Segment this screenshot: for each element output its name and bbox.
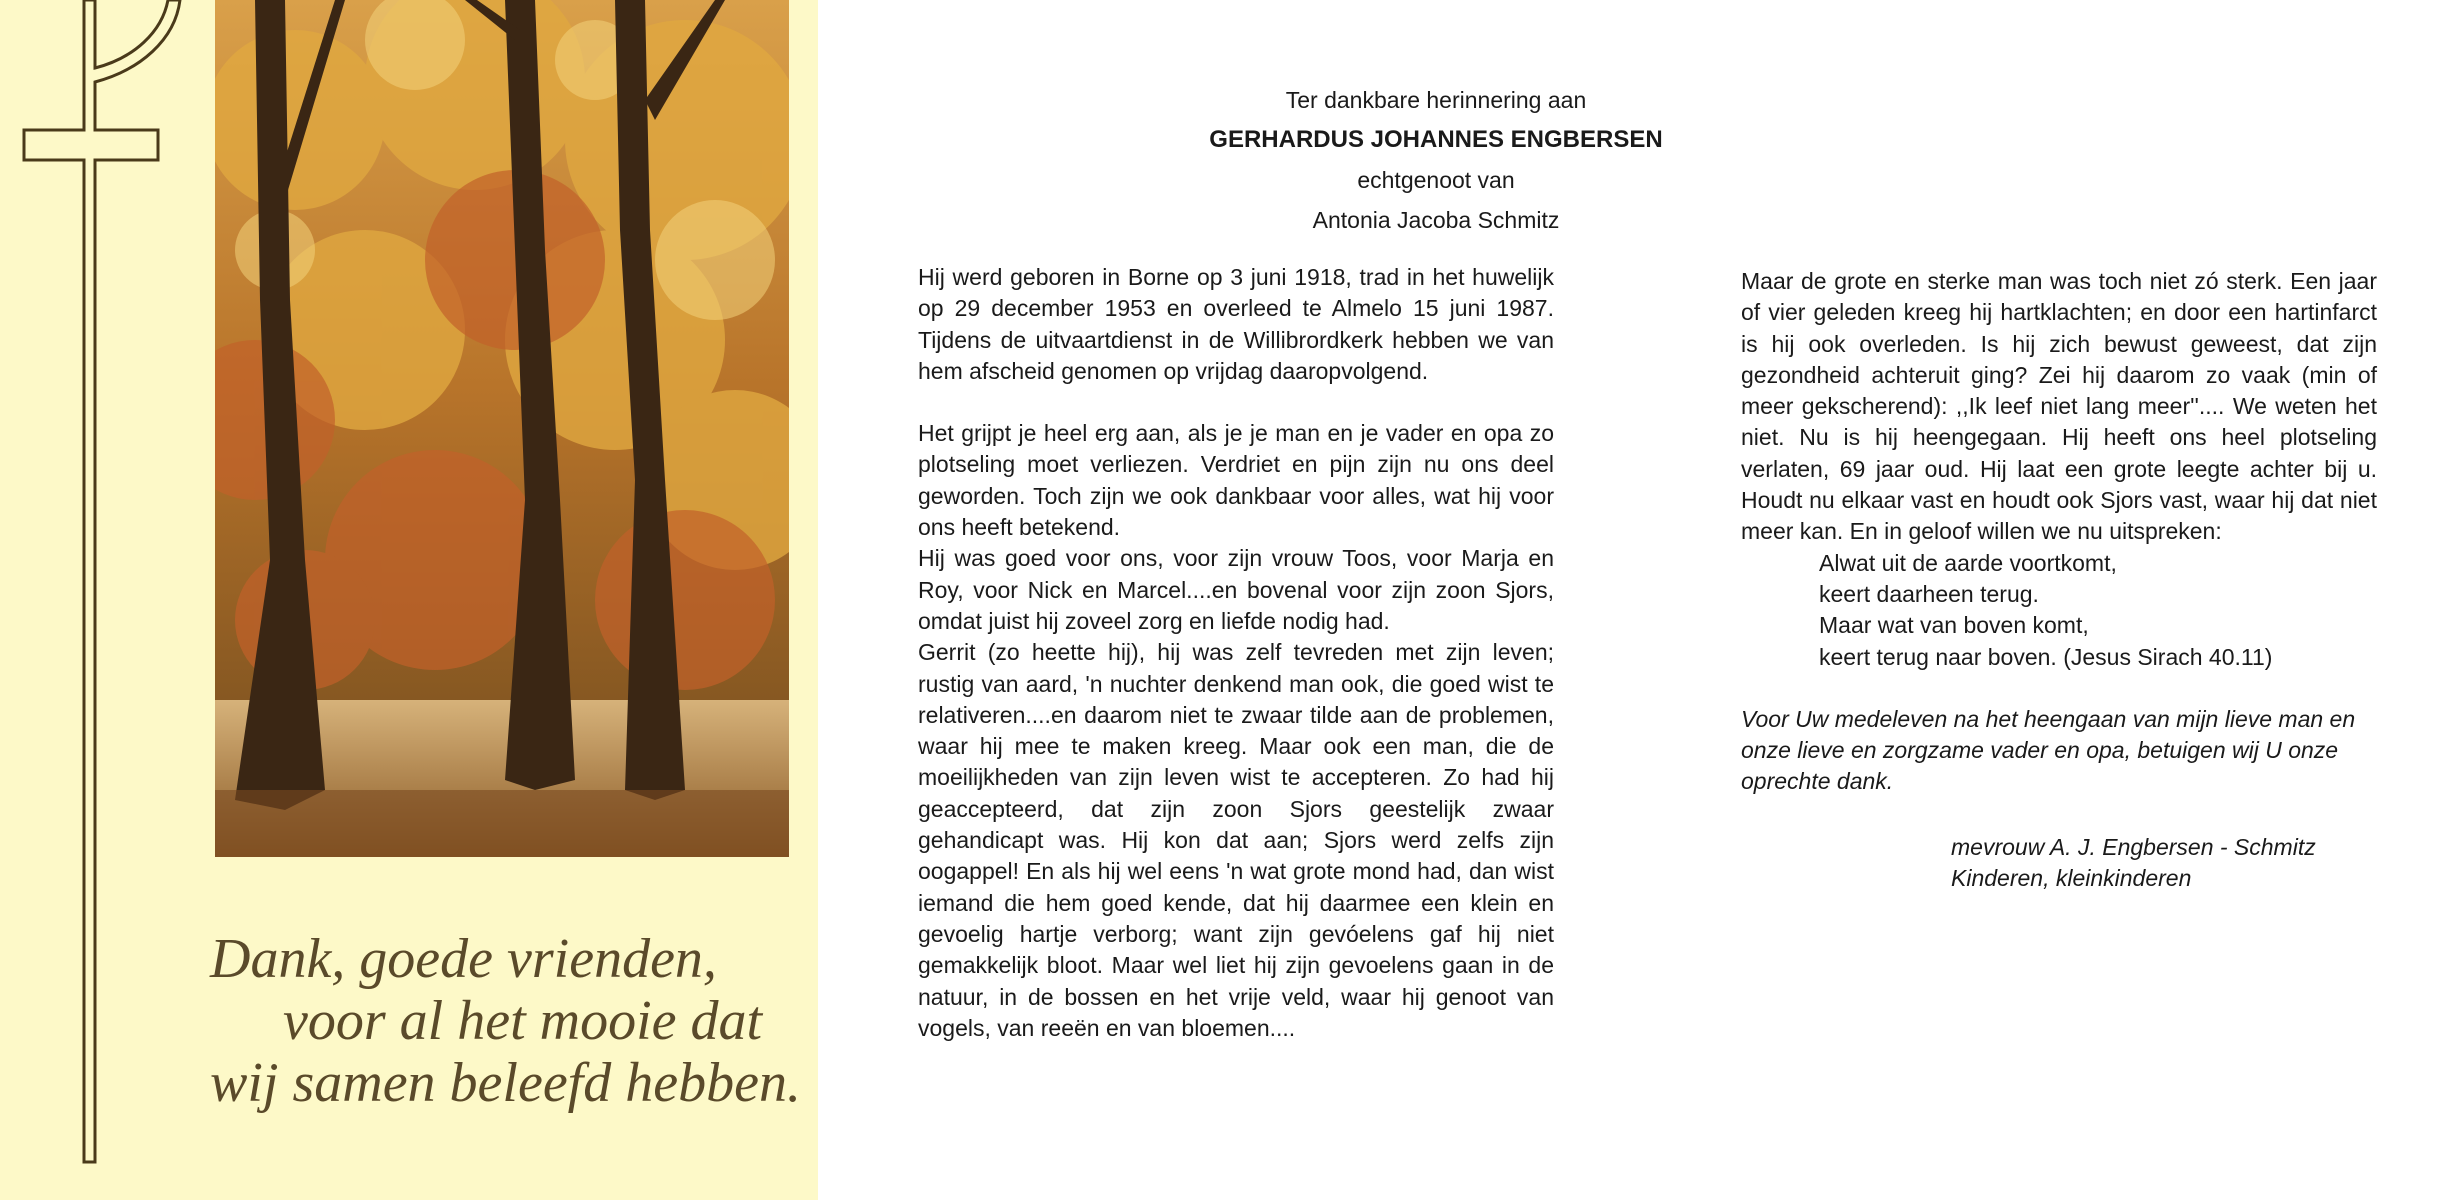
spouse-name: Antonia Jacoba Schmitz [1312,207,1560,233]
thanks-paragraph: Voor Uw medeleven na het heengaan van mijn lieve man en onze lieve en zorgzame vader en opa, betuigen wij U onze oprechte dank. [1741,705,2356,795]
deceased-name: GERHARDUS JOHANNES ENGBERSEN [1209,126,1663,153]
verse-line-2: voor al het mooie dat [283,990,763,1052]
text-column-left [918,262,1554,1044]
poem [1741,548,2377,673]
character-paragraph: Gerrit (zo heette hij), hij was zelf tevreden met zijn leven; rustig van aard, 'n nuchter denkend man ook, die goed wist te relativeren....en daarom niet te zwaar tilde aan de problemen, waar hij mee te maken kreeg. Maar ook een man, die de moeilijkheden van zijn leven wist te accepteren. Zo had hij geaccepteerd, dat zijn zoon Sjors geestelijk zwaar gehandicapt was. Hij kon dat aan; Sjors werd zelfs zijn oogappel! En als hij wel eens 'n wat grote mond had, dan wist iemand die hem goed kende, dat hij daarmee een klein en gevoelig hartje verborg; want zijn gevóelens gaf hij niet gemakkelijk bloot. Maar wel liet hij zijn gevoelens gaan in de natuur, in de bossen en het vrije veld, waar hij genoot van vogels, van reeën en van bloemen.... [918,639,1554,1041]
grief-paragraph: Het grijpt je heel erg aan, als je je man en je vader en opa zo plotseling moet verliezen. Verdriet en pijn zijn nu ons deel geworden. Toch zijn we ook dankbaar voor alles, wat hij voor ons heeft betekend. [918,420,1554,541]
cover-verse [210,928,810,1114]
poem-line-4: keert terug naar boven. (Jesus Sirach 40.11) [1819,643,2273,670]
verse-line-3: wij samen beleefd hebben. [210,1052,801,1114]
cross-icon [0,0,200,1180]
memorial-card-inner [818,0,2449,1200]
poem-line-2: keert daarheen terug. [1819,580,2039,607]
family-paragraph: Hij was goed voor ons, voor zijn vrouw Toos, voor Marja en Roy, voor Nick en Marcel....en bovenal voor zijn zoon Sjors, omdat juist hij zoveel zorg en liefde nodig had. [918,545,1554,634]
signature-line-1: mevrouw A. J. Engbersen - Schmitz [1951,833,2316,860]
illness-paragraph: Maar de grote en sterke man was toch niet zó sterk. Een jaar of vier geleden kreeg hij hartklachten; en door een hartinfarct is hij ook overleden. Is hij zich bewust geweest, dat zijn gezondheid achteruit ging? Zei hij daarom zo vaak (min of meer gekscherend): ,,Ik leef niet lang meer''.... We weten het niet. Nu is hij heengegaan. Hij heeft ons heel plotseling verlaten, 69 jaar oud. Hij laat een grote leegte achter bij u. Houdt nu elkaar vast en houdt ook Sjors vast, waar hij dat niet meer kan. En in geloof willen we nu uitspreken: [1741,268,2377,545]
signature-line-2: Kinderen, kleinkinderen [1951,865,2192,892]
signature [1741,832,2377,895]
autumn-forest-photo [215,0,789,857]
verse-line-1: Dank, goede vrienden, [210,928,717,990]
heading [818,80,2054,240]
biography-paragraph: Hij werd geboren in Borne op 3 juni 1918, trad in het huwelijk op 29 december 1953 en overleed te Almelo 15 juni 1987. Tijdens de uitvaartdienst in de Willibrordkerk hebben we van hem afscheid genomen op vrijdag daaropvolgend. [918,264,1554,384]
poem-line-3: Maar wat van boven komt, [1819,612,2089,639]
heading-intro: Ter dankbare herinnering aan [1285,87,1587,113]
memorial-card-cover [0,0,818,1200]
poem-line-1: Alwat uit de aarde voortkomt, [1819,549,2117,576]
text-column-right [1741,266,2377,894]
heading-relation: echtgenoot van [1357,167,1515,193]
